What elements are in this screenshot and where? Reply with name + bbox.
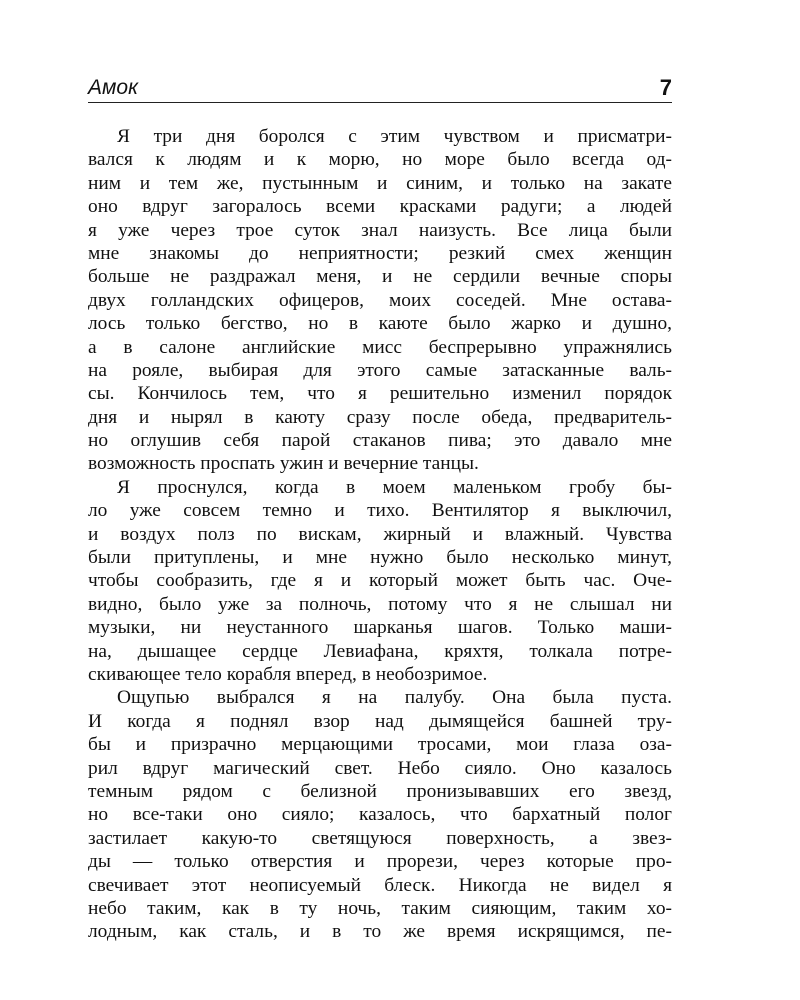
text-line: и воздух полз по вискам, жирный и влажный. Чувства	[88, 523, 672, 545]
text-line: больше не раздражал меня, и не сердили вечные споры	[88, 266, 672, 288]
page-number: 7	[659, 75, 672, 100]
paragraph	[88, 125, 672, 476]
text-line: Ощупью выбрался я на палубу. Она была пуста.	[117, 687, 672, 709]
text-line: мне знакомы до неприятности; резкий смех женщин	[88, 242, 672, 264]
text-line: но все-таки оно сияло; казалось, что бархатный полог	[88, 804, 672, 826]
text-line: небо таким, как в ту ночь, таким сияющим, таким хо-	[88, 897, 672, 919]
text-line: вался к людям и к морю, но море было всегда од-	[88, 149, 672, 171]
paragraph	[88, 686, 672, 943]
text-line: на, дышащее сердце Левиафана, кряхтя, толкала потре-	[88, 640, 672, 662]
text-line: ло уже совсем темно и тихо. Вентилятор я выключил,	[88, 500, 672, 522]
text-line: ним и тем же, пустынным и синим, и только на закате	[88, 172, 672, 194]
text-line: я уже через трое суток знал наизусть. Все лица были	[88, 219, 672, 241]
paragraph	[88, 476, 672, 687]
book-page	[88, 70, 672, 944]
text-line: рил вдруг магический свет. Небо сияло. Оно казалось	[88, 757, 672, 779]
text-line: были притуплены, и мне нужно было несколько минут,	[88, 547, 672, 569]
text-line: лось только бегство, но в каюте было жарко и душно,	[88, 313, 672, 335]
text-line: но оглушив себя парой стаканов пива; это давало мне	[88, 430, 672, 452]
text-line: оно вдруг загоралось всеми красками радуги; а людей	[88, 196, 672, 218]
body-text	[88, 125, 672, 944]
text-line: сы. Кончилось тем, что я решительно изменил порядок	[88, 383, 672, 405]
text-line: темным рядом с белизной пронизывавших его звезд,	[88, 780, 672, 802]
text-line: видно, было уже за полночь, потому что я не слышал ни	[88, 593, 672, 615]
text-line: свечивает этот неописуемый блеск. Никогда не видел я	[88, 874, 672, 896]
text-line: возможность проспать ужин и вечерние танцы.	[88, 453, 479, 475]
text-line: а в салоне английские мисс беспрерывно упражнялись	[88, 336, 672, 358]
text-line: Я проснулся, когда в моем маленьком гробу бы-	[117, 476, 672, 498]
text-line: застилает какую-то светящуюся поверхность, а звез-	[88, 827, 672, 849]
text-line: на рояле, выбирая для этого самые затасканные валь-	[88, 359, 672, 381]
running-title: Амок	[88, 76, 138, 99]
text-line: двух голландских офицеров, моих соседей. Мне остава-	[88, 289, 672, 311]
text-line: скивающее тело корабля вперед, в необозримое.	[88, 663, 488, 685]
page-header	[88, 70, 672, 103]
text-line: Я три дня боролся с этим чувством и присматри-	[117, 126, 672, 147]
text-line: лодным, как сталь, и в то же время искрящимся, пе-	[88, 921, 672, 943]
text-line: И когда я поднял взор над дымящейся башней тру-	[88, 710, 672, 732]
text-line: бы и призрачно мерцающими тросами, мои глаза оза-	[88, 734, 672, 756]
text-line: дня и нырял в каюту сразу после обеда, предваритель-	[88, 406, 672, 428]
text-line: чтобы сообразить, где я и который может быть час. Оче-	[88, 570, 672, 592]
text-line: музыки, ни неустанного шарканья шагов. Только маши-	[88, 617, 672, 639]
text-line: ды — только отверстия и прорези, через которые про-	[88, 851, 672, 873]
